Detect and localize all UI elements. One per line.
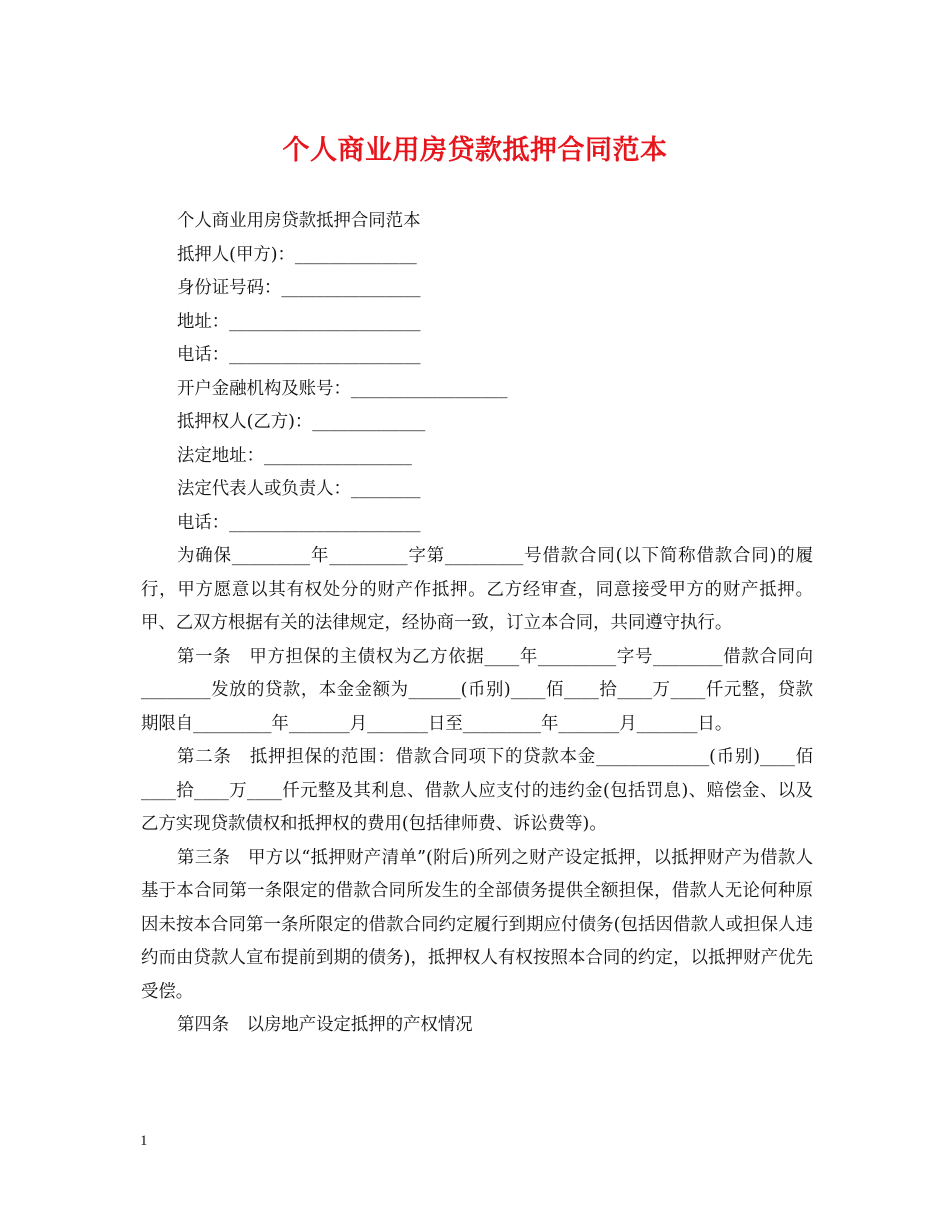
- article-3-paragraph: 第三条 甲方以“抵押财产清单”(附后)所列之财产设定抵押，以抵押财产为借款人基于本合同第一条限定的借款合同所发生的全部债务提供全额担保，借款人无论何种原因未按本合同第一条所限定的借款合同约定履行到期应付债务(包括因借款人或担保人违约而由贷款人宣布提前到期的债务)，抵押权人有权按照本合同的约定，以抵押财产优先受偿。: [141, 847, 813, 1002]
- page-number: 1: [140, 1133, 148, 1149]
- article-4-paragraph: 第四条 以房地产设定抵押的产权情况: [177, 1015, 473, 1035]
- article-2-paragraph: 第二条 抵押担保的范围：借款合同项下的贷款本金_____________(币别)____佰____拾____万____仟元整及其利息、借款人应支付的违约金(包括罚息)、赔偿金、以及乙方实现贷款债权和抵押权的费用(包括律师费、诉讼费等)。: [141, 747, 813, 834]
- document-body: [141, 205, 813, 1043]
- mortgagee-phone-field: 电话：______________________: [177, 512, 421, 533]
- id-number-field: 身份证号码：________________: [177, 278, 421, 298]
- phone-field: 电话：______________________: [177, 345, 421, 365]
- legal-address-field: 法定地址：_________________: [177, 445, 412, 466]
- bank-account-field: 开户金融机构及账号：__________________: [177, 378, 508, 399]
- preamble-paragraph: 为确保_________年_________字第_________号借款合同(以下简称借款合同)的履行，甲方愿意以其有权处分的财产作抵押。乙方经审查，同意接受甲方的财产抵押。甲、乙双方根据有关的法律规定，经协商一致，订立本合同，共同遵守执行。: [141, 546, 813, 633]
- article-1-paragraph: 第一条 甲方担保的主债权为乙方依据____年_________字号________借款合同向________发放的贷款，本金金额为______(币别)____佰____拾____万____仟元整，贷款期限自_________年_______月_______日至_________年_______月_______日。: [141, 646, 813, 734]
- document-title: 个人商业用房贷款抵押合同范本: [282, 135, 668, 166]
- mortgagor-field: 抵押人(甲方)：______________: [177, 244, 417, 265]
- subtitle-line: 个人商业用房贷款抵押合同范本: [177, 211, 421, 231]
- legal-representative-field: 法定代表人或负责人：________: [177, 479, 421, 499]
- address-field: 地址：______________________: [177, 311, 421, 332]
- mortgagee-field: 抵押权人(乙方)：_____________: [177, 412, 426, 432]
